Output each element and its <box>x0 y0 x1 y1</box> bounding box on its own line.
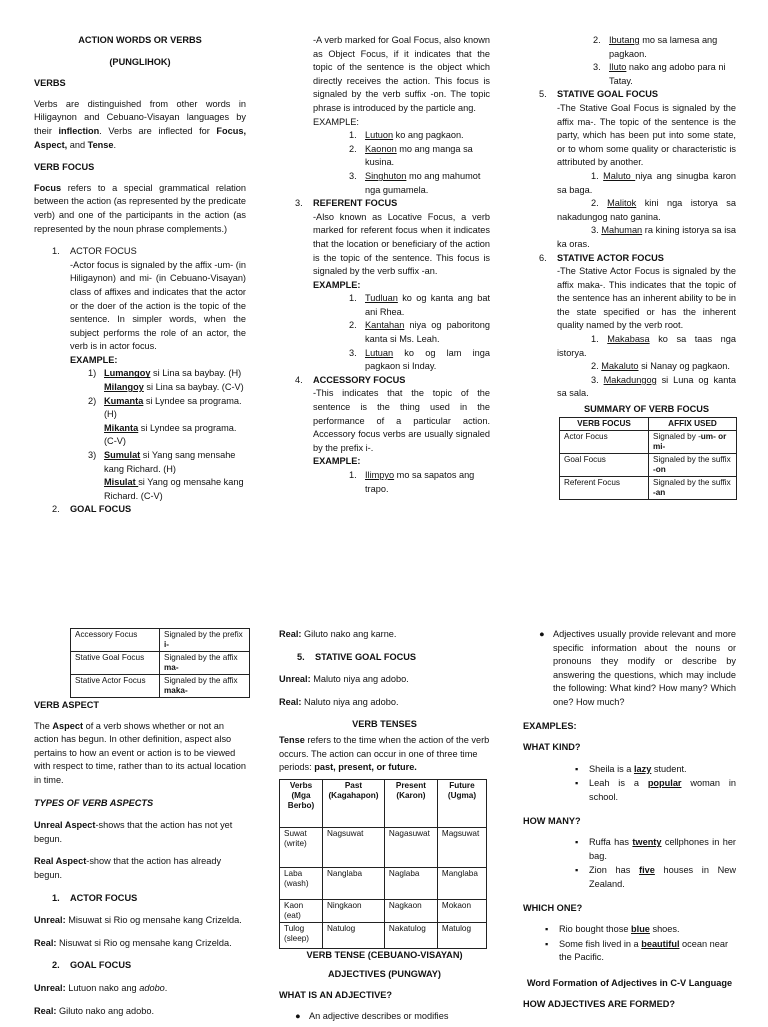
text: Adjectives usually provide relevant and more specific information about the nouns or pronouns they modify or describe by answering the questions, which may include the following: What kind? How many? Which one? How much? <box>553 629 736 707</box>
verbs-heading: VERBS <box>34 78 66 89</box>
list-number: 2) <box>88 395 97 406</box>
bullet-icon: ▪ <box>545 924 549 935</box>
table-row <box>71 652 250 675</box>
list-item <box>88 449 246 503</box>
verb: Singhuton <box>365 170 407 181</box>
text: houses in New Zealand. <box>589 865 736 889</box>
list-item <box>575 864 736 891</box>
list-number: 2. <box>349 320 357 331</box>
text-bold: Tense <box>279 734 305 745</box>
list-item <box>575 777 736 804</box>
list-item <box>349 170 490 197</box>
list-number: 2. <box>52 504 60 515</box>
table-cell: Referent Focus <box>560 476 649 499</box>
verb: Iluto <box>609 62 627 73</box>
list-item <box>349 143 490 170</box>
bullet-icon: ▪ <box>575 865 579 876</box>
list-item <box>557 197 736 224</box>
table-row <box>560 476 737 499</box>
verbs-paragraph <box>34 98 246 152</box>
list-number: 1. <box>52 892 60 903</box>
list-number: 2. <box>591 361 599 372</box>
table-cell: Magsuwat <box>437 827 486 867</box>
table-cell: Stative Actor Focus <box>71 675 160 698</box>
types-heading: TYPES OF VERB ASPECTS <box>34 797 154 808</box>
adjective: popular <box>647 778 682 789</box>
summary-title: SUMMARY OF VERB FOCUS <box>583 404 710 415</box>
goal-unreal-example <box>34 982 246 996</box>
table-cell: Tulog (sleep) <box>280 922 323 948</box>
verb: Ilimpyo <box>365 470 395 480</box>
list-number: 1. <box>52 246 60 257</box>
table-header: Verbs (Mga Berbo) <box>280 779 323 827</box>
text: . <box>113 139 117 150</box>
list-number: 2. <box>349 143 357 154</box>
goal-real-example <box>34 1005 246 1019</box>
bullet-icon: ▪ <box>575 763 579 774</box>
text-bold: Real Aspect <box>34 856 87 867</box>
table-cell: Goal Focus <box>560 453 649 476</box>
text: and <box>67 139 88 150</box>
table-header: AFFIX USED <box>649 417 737 430</box>
focus-paragraph <box>34 182 246 236</box>
table-cell: Nagkaon <box>384 899 437 922</box>
text: Signaled by the affix <box>164 653 238 662</box>
verb: Makadungog <box>603 374 657 385</box>
verb: Lutuan <box>365 347 394 358</box>
text: -shows that the action has not yet begun. <box>34 820 233 844</box>
text: ra kining istorya sa isa ka oras. <box>557 225 736 249</box>
list-item <box>557 374 736 401</box>
text: Naluto niya ang adobo. <box>301 696 399 707</box>
list-number: 3. <box>593 62 601 73</box>
table-header: VERB FOCUS <box>560 417 649 430</box>
section-title: ACTOR FOCUS <box>70 892 138 903</box>
which-one-heading: WHICH ONE? <box>523 902 583 913</box>
table-header-row <box>280 779 487 827</box>
list-item <box>88 395 246 449</box>
adjective: twenty <box>632 837 662 848</box>
verb: Ibutang <box>609 35 640 45</box>
list-item <box>593 61 736 88</box>
table-row <box>280 922 487 948</box>
tense-table-caption: VERB TENSE (CEBUANO-VISAYAN) <box>306 949 463 960</box>
stative-actor-examples <box>557 333 736 401</box>
goal-focus-heading <box>52 503 246 517</box>
text: cellphones in her bag. <box>589 837 736 861</box>
verb: Malitok <box>607 198 637 209</box>
list-number: 1. <box>349 470 357 480</box>
table-cell: Ningkaon <box>323 899 385 922</box>
verb: Maluto <box>603 170 636 181</box>
table-cell: Manglaba <box>437 867 486 899</box>
text: niya ang sinugba karon sa baga. <box>557 170 736 195</box>
list-number: 1. <box>591 170 599 181</box>
text: Ruffa has <box>589 837 633 848</box>
table-cell: Laba (wash) <box>280 867 323 899</box>
bullet-icon: ● <box>539 629 545 639</box>
text: si Lyndee sa programa. (C-V) <box>104 422 237 447</box>
example-text <box>104 449 246 503</box>
list-number: 1. <box>349 293 357 304</box>
accessory-examples <box>349 469 490 496</box>
text: Signaled by the suffix <box>653 454 731 464</box>
table-row <box>280 867 487 899</box>
text: si Luna og kanta sa sala. <box>557 374 736 399</box>
how-many-list <box>575 836 736 891</box>
table-row <box>71 629 250 652</box>
text: Maluto niya ang adobo. <box>310 674 409 685</box>
text-bold: um- or mi- <box>653 431 727 451</box>
text: Giluto nako ang adobo. <box>56 1005 155 1016</box>
table-cell: Nanglaba <box>323 867 385 899</box>
accessory-examples-continued <box>593 34 736 88</box>
adjectives-title: ADJECTIVES (PUNGWAY) <box>328 969 441 980</box>
example-label: EXAMPLE: <box>70 354 118 365</box>
list-item <box>593 34 736 61</box>
list-item <box>545 923 736 937</box>
text: Verbs are distinguished from other words in Hiligaynon and Cebuano-Visayan languages by their <box>34 98 246 136</box>
table-cell: Nakatulog <box>384 922 437 948</box>
verb-aspect-heading: VERB ASPECT <box>34 700 100 710</box>
table-header: Past (Kagahapon) <box>323 779 385 827</box>
stative-goal-examples <box>557 170 736 252</box>
word-formation-heading: Word Formation of Adjectives in C-V Language <box>526 977 733 988</box>
section-title: STATIVE ACTOR FOCUS <box>557 252 664 263</box>
stative-actor-heading <box>539 252 736 266</box>
text: refers to a special grammatical relation between the action (as represented by the predicate verb) and one of the participants in the action (as represented by the noun phrase complements.) <box>34 182 246 234</box>
list-number: 3. <box>349 170 357 181</box>
what-kind-list <box>575 763 736 805</box>
text-bold: -on <box>653 464 666 474</box>
text: Signaled by the prefix <box>164 630 243 639</box>
tense-paragraph <box>279 734 490 775</box>
page2-column-3 <box>523 628 736 1021</box>
text: Signaled by the affix <box>164 676 238 685</box>
text-bold: Unreal: <box>34 915 66 926</box>
table-cell <box>649 453 737 476</box>
text: nako ang adobo para ni Tatay. <box>609 62 726 86</box>
table-cell: Mokaon <box>437 899 486 922</box>
bullet-icon: ● <box>295 1010 301 1021</box>
list-number: 5. <box>539 89 547 100</box>
bullet-icon: ▪ <box>545 938 549 949</box>
text-bold: Unreal: <box>34 982 66 993</box>
text: student. <box>651 763 687 774</box>
table-cell: Suwat (write) <box>280 827 323 867</box>
text: mo sa lamesa ang pagkaon. <box>609 35 718 59</box>
verb-tense-table <box>279 779 487 949</box>
text: Signaled by - <box>653 431 701 441</box>
text: ko og lam inga pagkaon si Inday. <box>365 347 490 372</box>
list-item <box>557 360 736 374</box>
text: si Nanay og pagkaon. <box>638 361 730 372</box>
stative-goal-description: -The Stative Goal Focus is signaled by the affix ma-. The topic of the sentence is the party, which has been put into some state, or to whom some quality or characteristic is attributed by another. <box>557 102 736 168</box>
unreal-aspect-paragraph <box>34 819 246 846</box>
text: . Verbs are inflected for <box>99 125 217 136</box>
text: Lutuon nako ang <box>65 982 140 993</box>
actor-examples <box>88 367 246 503</box>
actor-real-example <box>34 937 246 951</box>
page2-column-1 <box>34 628 246 1027</box>
table-cell: Natulog <box>323 922 385 948</box>
text: The <box>34 720 53 731</box>
text-bold: Unreal Aspect <box>34 820 96 831</box>
text-bold: past, present, or future. <box>314 762 417 773</box>
list-number: 4. <box>295 374 303 385</box>
list-item <box>349 292 490 319</box>
text: of a verb shows whether or not an action has begun. In other definition, aspect also pertains to how an event or action is to be viewed with respect to time, rather than to its actual location in time. <box>34 720 246 785</box>
list-item <box>557 224 736 251</box>
actor-focus-heading <box>52 245 246 259</box>
table-cell: Nagsuwat <box>323 827 385 867</box>
list-number: 3. <box>295 198 303 209</box>
table-header: Present (Karon) <box>384 779 437 827</box>
table-row <box>560 453 737 476</box>
list-number: 2. <box>593 35 601 45</box>
which-one-list <box>545 923 736 965</box>
example-text <box>104 395 246 449</box>
table-cell <box>160 675 250 698</box>
adjective: blue <box>631 924 650 935</box>
bullet-icon: ▪ <box>575 778 579 789</box>
example-label: EXAMPLE: <box>313 279 361 290</box>
text: niya og paboritong kanta si Ms. Leah. <box>365 320 490 345</box>
text: Zion has <box>589 865 640 876</box>
document-title: ACTION WORDS OR VERBS <box>78 35 202 45</box>
section-title: ACCESSORY FOCUS <box>313 374 406 385</box>
text-bold: Aspect <box>52 720 84 731</box>
text: si Yang sang mensahe kang Richard. (H) <box>104 450 236 474</box>
list-number: 6. <box>539 252 547 263</box>
section-title: GOAL FOCUS <box>70 960 132 971</box>
what-is-adjective-heading: WHAT IS AN ADJECTIVE? <box>279 989 392 1000</box>
real-aspect-paragraph <box>34 855 246 882</box>
document-subtitle: (PUNGLIHOK) <box>109 56 171 67</box>
verb: Kaonon <box>365 143 397 154</box>
text: shoes. <box>649 924 680 935</box>
verb: Mahuman <box>601 225 643 236</box>
text: ko ang pagkaon. <box>393 130 464 141</box>
text-bold: Unreal: <box>279 674 311 685</box>
text: Signaled by the suffix <box>653 477 731 487</box>
text-italic: adobo <box>139 982 165 993</box>
table-cell: Matulog <box>437 922 486 948</box>
list-number: 1. <box>591 334 599 345</box>
list-number: 2. <box>52 960 60 971</box>
table-cell: Nagasuwat <box>384 827 437 867</box>
stative-actor-description: -The Stative Actor Focus is signaled by the affix maka-. This indicates that the topic of the sentence has an inherent ability to be in the state specified or has the inherent quality named by the verb root. <box>557 266 736 331</box>
text: si Lyndee sa programa. (H) <box>104 395 242 420</box>
text: Misuwat si Rio og mensahe kang Crizelda. <box>65 915 242 926</box>
text: ko sa taas nga istorya. <box>557 334 737 358</box>
verb: Misulat <box>104 477 139 488</box>
goal-focus-heading <box>52 959 246 973</box>
referent-examples <box>349 292 490 374</box>
text: ocean near the Pacific. <box>559 938 729 963</box>
table-row <box>280 899 487 922</box>
adjective-info-list <box>539 628 736 710</box>
verb: Lumangoy <box>104 368 151 379</box>
text: -show that the action has already begun. <box>34 856 222 880</box>
goal-focus-description: -A verb marked for Goal Focus, also known as Object Focus, if it indicates that the topic of the sentence is the object which directly receives the action. This focus is signaled by the verb suffix -on. The topic phrase is introduced by the particle ang. <box>313 35 490 113</box>
list-item <box>539 628 736 710</box>
how-formed-heading: HOW ADJECTIVES ARE FORMED? <box>523 999 675 1010</box>
table-header: Future (Ugma) <box>437 779 486 827</box>
text-bold: Focus <box>34 182 62 193</box>
verb-focus-heading: VERB FOCUS <box>34 162 95 173</box>
verb-tenses-heading: VERB TENSES <box>352 719 417 730</box>
list-item <box>557 333 736 360</box>
focus-table-continued <box>70 628 250 698</box>
page2-column-2 <box>279 628 490 1024</box>
list-item <box>575 763 736 777</box>
text: Rio bought those <box>559 924 632 935</box>
list-item <box>557 170 736 197</box>
summary-table <box>559 417 737 500</box>
table-row <box>71 675 250 698</box>
text: Leah is a <box>589 778 648 789</box>
list-item <box>349 319 490 346</box>
text-bold: Real: <box>34 937 57 948</box>
verb: Tudluan <box>365 293 398 304</box>
list-number: 3) <box>88 450 97 461</box>
text: Nisuwat si Rio og mensahe kang Crizelda. <box>56 937 232 948</box>
how-many-heading: HOW MANY? <box>523 815 581 826</box>
stative-goal-heading <box>539 88 736 102</box>
table-cell <box>160 652 250 675</box>
list-item <box>88 367 246 394</box>
text-bold: Tense <box>87 139 114 150</box>
table-cell: Actor Focus <box>560 430 649 453</box>
table-cell <box>160 629 250 652</box>
text-bold: Real: <box>279 696 302 707</box>
text: mo ang mahumot nga gumamela. <box>365 170 481 195</box>
text-bold: Focus, Aspect, <box>34 125 247 150</box>
section-title: STATIVE GOAL FOCUS <box>557 89 659 100</box>
text-bold: inflection <box>58 125 100 136</box>
list-number: 3. <box>591 225 599 236</box>
verb: Sumulat <box>104 450 141 461</box>
text: . <box>164 982 168 993</box>
adjective: lazy <box>633 763 652 774</box>
text: si Lina sa baybay. (H) <box>150 368 242 379</box>
text: Giluto nako ang karne. <box>301 629 397 639</box>
referent-focus-heading <box>295 197 490 211</box>
page-2 <box>0 612 768 1024</box>
text-bold: ma- <box>164 663 179 672</box>
stative-goal-heading <box>297 651 490 665</box>
list-item <box>545 938 736 965</box>
adjective-bullet-list <box>295 1010 490 1024</box>
text: woman in school. <box>589 778 737 802</box>
table-row <box>280 827 487 867</box>
text-bold: Real: <box>34 1005 57 1016</box>
adjective: five <box>639 865 655 876</box>
verb: Makabasa <box>607 334 650 345</box>
list-number: 2. <box>591 198 599 209</box>
text: kini nga istorya sa nakadungog nato ganina. <box>557 198 736 222</box>
text: Sheila is a <box>589 763 634 774</box>
example-label: EXAMPLE: <box>313 116 359 127</box>
list-item <box>295 1010 490 1024</box>
actor-unreal-example <box>34 914 246 928</box>
verb: Kumanta <box>104 395 144 406</box>
section-title: ACTOR FOCUS <box>70 246 137 257</box>
text-bold: maka- <box>164 686 188 695</box>
referent-focus-description: -Also known as Locative Focus, a verb marked for referent focus when it indicates that the location or beneficiary of the action is the topic of the sentence. This focus is signaled by the verb suffix -an. <box>313 211 490 277</box>
table-cell: Kaon (eat) <box>280 899 323 922</box>
list-item <box>349 347 490 374</box>
list-number: 3. <box>349 347 357 358</box>
section-title: REFERENT FOCUS <box>313 198 398 209</box>
verb: Kantahan <box>365 320 405 331</box>
stative-goal-real <box>279 696 490 710</box>
verb: Mikanta <box>104 422 139 433</box>
text-bold: Real: <box>279 629 302 639</box>
section-title: STATIVE GOAL FOCUS <box>315 651 417 662</box>
verb: Milangoy <box>104 382 144 393</box>
list-item <box>349 469 490 496</box>
aspect-paragraph <box>34 720 246 788</box>
adjective: beautiful <box>641 938 680 949</box>
text-bold: i- <box>164 640 170 649</box>
verb: Makaluto <box>601 361 639 372</box>
stative-goal-unreal <box>279 673 490 687</box>
section-title: GOAL FOCUS <box>70 504 132 515</box>
goal-examples <box>349 129 490 197</box>
list-item <box>575 836 736 863</box>
table-cell: Stative Goal Focus <box>71 652 160 675</box>
text: refers to the time when the action of the verb occurs. The action can occur in one of three time periods: <box>279 734 490 773</box>
list-number: 1) <box>88 368 97 379</box>
table-cell: Accessory Focus <box>71 629 160 652</box>
text: mo sa sapatos ang trapo. <box>365 470 475 494</box>
accessory-focus-description: -This indicates that the topic of the sentence is the thing used in the performance of a particular action. Accessory focus verbs are usually signaled by the prefix i-. <box>313 388 490 453</box>
table-header-row <box>560 417 737 430</box>
actor-focus-description: -Actor focus is signaled by the affix -um- (in Hiligaynon) and mi- (in Cebuano-Visayan) class of affixes and indicates that the actor or the doer of the action is the topic of the sentence. In simpler words, when the subject performs the role of an actor, the verb is in actor focus. <box>70 259 246 352</box>
list-number: 1. <box>349 130 357 141</box>
text: ko og kanta ang bat ani Rhea. <box>365 293 490 317</box>
bullet-icon: ▪ <box>575 837 579 848</box>
table-row <box>560 430 737 453</box>
table-cell <box>649 430 737 453</box>
verb: Lutuon <box>365 130 394 141</box>
actor-focus-heading <box>52 892 246 906</box>
text: si Lina sa baybay. (C-V) <box>143 382 244 393</box>
example-label: EXAMPLE: <box>313 456 361 467</box>
page1-column-2 <box>279 34 490 496</box>
table-cell: Naglaba <box>384 867 437 899</box>
page1-column-3 <box>523 34 736 500</box>
text: si Yang og mensahe kang Richard. (C-V) <box>104 477 244 501</box>
text-bold: -an <box>653 487 666 497</box>
list-item <box>349 129 490 143</box>
list-number: 3. <box>591 374 599 385</box>
example-text <box>104 367 244 394</box>
text: mo ang manga sa kusina. <box>365 143 473 168</box>
what-kind-heading: WHAT KIND? <box>523 742 581 753</box>
list-number: 5. <box>297 651 305 662</box>
table-cell <box>649 476 737 499</box>
text: An adjective describes or modifies <box>309 1010 449 1021</box>
accessory-focus-heading <box>295 374 490 388</box>
page1-column-1 <box>34 34 246 517</box>
examples-heading: EXAMPLES: <box>523 720 577 731</box>
real-karne-example <box>279 628 490 642</box>
text: Some fish lived in a <box>559 938 642 949</box>
